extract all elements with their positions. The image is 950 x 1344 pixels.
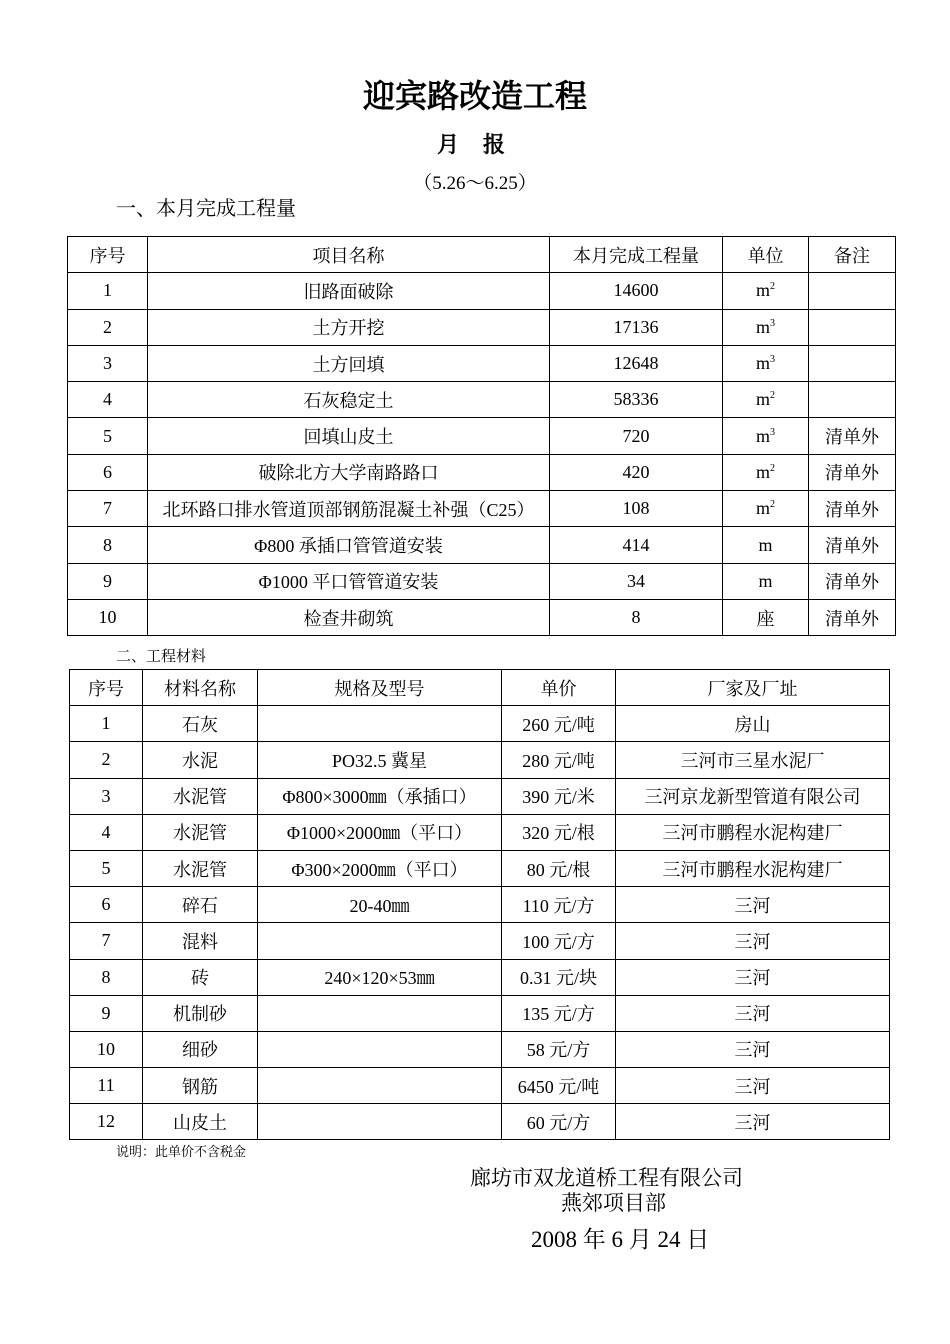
material-name: 碎石 <box>143 887 258 923</box>
item-unit <box>723 273 809 309</box>
item-note <box>809 382 896 418</box>
table-row <box>70 742 890 778</box>
material-name: 细砂 <box>143 1031 258 1067</box>
column-header: 规格及型号 <box>258 670 502 706</box>
row-number: 1 <box>70 706 143 742</box>
row-number: 9 <box>70 995 143 1031</box>
material-price: 60 元/方 <box>502 1104 616 1140</box>
material-spec <box>258 1031 502 1067</box>
unit-exponent: 2 <box>770 281 775 293</box>
row-number: 4 <box>68 382 148 418</box>
table-row <box>70 706 890 742</box>
row-number: 11 <box>70 1068 143 1104</box>
material-spec <box>258 706 502 742</box>
item-name: 北环路口排水管道顶部钢筋混凝土补强（C25） <box>148 491 550 527</box>
material-spec <box>258 1068 502 1104</box>
report-subtitle: 月 报 <box>437 133 513 158</box>
materials-table <box>69 669 890 1140</box>
row-number: 1 <box>68 273 148 309</box>
row-number: 7 <box>68 491 148 527</box>
item-unit <box>723 563 809 599</box>
material-maker: 三河 <box>616 1104 890 1140</box>
row-number: 10 <box>70 1031 143 1067</box>
table-row <box>70 1068 890 1104</box>
row-number: 6 <box>68 454 148 490</box>
column-header: 序号 <box>68 237 148 273</box>
material-price: 58 元/方 <box>502 1031 616 1067</box>
department-name: 燕郊项目部 <box>561 1191 666 1215</box>
unit-text: m <box>758 570 773 591</box>
material-spec <box>258 923 502 959</box>
material-name: 石灰 <box>143 706 258 742</box>
column-header: 序号 <box>70 670 143 706</box>
table-row <box>68 309 896 345</box>
unit-text: m <box>755 280 770 301</box>
row-number: 7 <box>70 923 143 959</box>
item-note: 清单外 <box>809 563 896 599</box>
item-unit <box>723 599 809 635</box>
row-number: 5 <box>70 850 143 886</box>
unit-exponent: 3 <box>770 317 775 329</box>
unit-exponent: 2 <box>770 499 775 511</box>
item-quantity: 17136 <box>550 309 723 345</box>
unit-text: m <box>755 389 770 410</box>
material-name: 水泥管 <box>143 850 258 886</box>
table-row <box>70 923 890 959</box>
material-maker: 三河 <box>616 959 890 995</box>
material-spec: Φ300×2000㎜（平口） <box>258 850 502 886</box>
material-name: 水泥管 <box>143 778 258 814</box>
material-price: 260 元/吨 <box>502 706 616 742</box>
material-price: 135 元/方 <box>502 995 616 1031</box>
material-price: 280 元/吨 <box>502 742 616 778</box>
material-name: 钢筋 <box>143 1068 258 1104</box>
unit-exponent: 3 <box>770 426 775 438</box>
table-row <box>70 1031 890 1067</box>
material-spec <box>258 995 502 1031</box>
material-price: 390 元/米 <box>502 778 616 814</box>
item-name: 回填山皮土 <box>148 418 550 454</box>
unit-text: m <box>755 425 770 446</box>
table-row <box>68 273 896 309</box>
row-number: 2 <box>68 309 148 345</box>
material-maker: 三河 <box>616 887 890 923</box>
item-quantity: 8 <box>550 599 723 635</box>
report-date: 2008 年 6 月 24 日 <box>531 1227 710 1252</box>
row-number: 3 <box>68 345 148 381</box>
section2-heading: 二、工程材料 <box>116 649 207 665</box>
item-note <box>809 273 896 309</box>
item-unit <box>723 491 809 527</box>
section1-heading: 一、本月完成工程量 <box>116 198 296 220</box>
item-quantity: 14600 <box>550 273 723 309</box>
material-price: 100 元/方 <box>502 923 616 959</box>
unit-text: m <box>758 534 773 555</box>
column-header: 本月完成工程量 <box>550 237 723 273</box>
row-number: 10 <box>68 599 148 635</box>
material-price: 6450 元/吨 <box>502 1068 616 1104</box>
item-unit <box>723 345 809 381</box>
unit-text: m <box>755 316 770 337</box>
unit-text: m <box>755 498 770 519</box>
item-name: 破除北方大学南路路口 <box>148 454 550 490</box>
material-maker: 三河 <box>616 1031 890 1067</box>
material-maker: 三河 <box>616 1068 890 1104</box>
table-row <box>68 599 896 635</box>
table-row <box>68 418 896 454</box>
item-note <box>809 309 896 345</box>
table-row <box>70 778 890 814</box>
unit-exponent: 3 <box>770 354 775 366</box>
table-row <box>68 563 896 599</box>
column-header: 厂家及厂址 <box>616 670 890 706</box>
material-maker: 三河 <box>616 995 890 1031</box>
material-price: 110 元/方 <box>502 887 616 923</box>
item-unit <box>723 309 809 345</box>
row-number: 5 <box>68 418 148 454</box>
material-spec: Φ800×3000㎜（承插口） <box>258 778 502 814</box>
table-row <box>70 887 890 923</box>
table-row <box>68 527 896 563</box>
report-period: （5.26～6.25） <box>413 173 537 194</box>
item-name: 检查井砌筑 <box>148 599 550 635</box>
material-maker: 三河 <box>616 923 890 959</box>
material-spec: 20-40㎜ <box>258 887 502 923</box>
table-header-row <box>68 237 896 273</box>
row-number: 6 <box>70 887 143 923</box>
material-spec: Φ1000×2000㎜（平口） <box>258 814 502 850</box>
unit-exponent: 2 <box>770 462 775 474</box>
row-number: 3 <box>70 778 143 814</box>
item-note: 清单外 <box>809 599 896 635</box>
item-unit <box>723 418 809 454</box>
table-row <box>68 382 896 418</box>
row-number: 4 <box>70 814 143 850</box>
column-header: 单位 <box>723 237 809 273</box>
material-maker: 三河京龙新型管道有限公司 <box>616 778 890 814</box>
row-number: 2 <box>70 742 143 778</box>
item-note: 清单外 <box>809 527 896 563</box>
item-note <box>809 345 896 381</box>
item-name: 旧路面破除 <box>148 273 550 309</box>
column-header: 材料名称 <box>143 670 258 706</box>
item-name: Φ1000 平口管管道安装 <box>148 563 550 599</box>
column-header: 项目名称 <box>148 237 550 273</box>
item-unit <box>723 382 809 418</box>
unit-text: m <box>755 461 770 482</box>
row-number: 12 <box>70 1104 143 1140</box>
table-row <box>68 491 896 527</box>
table-row <box>70 959 890 995</box>
item-name: 土方开挖 <box>148 309 550 345</box>
item-quantity: 720 <box>550 418 723 454</box>
row-number: 8 <box>68 527 148 563</box>
material-spec: PO32.5 冀星 <box>258 742 502 778</box>
item-note: 清单外 <box>809 454 896 490</box>
item-unit <box>723 454 809 490</box>
table-row <box>70 1104 890 1140</box>
table-row <box>70 814 890 850</box>
material-spec <box>258 1104 502 1140</box>
unit-text: m <box>755 353 770 374</box>
item-name: Φ800 承插口管管道安装 <box>148 527 550 563</box>
item-quantity: 58336 <box>550 382 723 418</box>
work-quantity-table <box>67 236 896 636</box>
column-header: 单价 <box>502 670 616 706</box>
material-name: 山皮土 <box>143 1104 258 1140</box>
column-header: 备注 <box>809 237 896 273</box>
material-maker: 三河市鹏程水泥构建厂 <box>616 814 890 850</box>
material-price: 80 元/根 <box>502 850 616 886</box>
row-number: 8 <box>70 959 143 995</box>
price-note: 说明：此单价不含税金 <box>116 1144 247 1159</box>
material-maker: 三河市鹏程水泥构建厂 <box>616 850 890 886</box>
unit-exponent: 2 <box>770 390 775 402</box>
page-title: 迎宾路改造工程 <box>362 77 587 115</box>
row-number: 9 <box>68 563 148 599</box>
table-row <box>68 454 896 490</box>
table-row <box>70 850 890 886</box>
table-header-row <box>70 670 890 706</box>
material-name: 混料 <box>143 923 258 959</box>
material-name: 机制砂 <box>143 995 258 1031</box>
item-note: 清单外 <box>809 418 896 454</box>
item-quantity: 108 <box>550 491 723 527</box>
material-maker: 三河市三星水泥厂 <box>616 742 890 778</box>
item-unit <box>723 527 809 563</box>
company-name: 廊坊市双龙道桥工程有限公司 <box>470 1166 743 1190</box>
table-row <box>70 995 890 1031</box>
material-spec: 240×120×53㎜ <box>258 959 502 995</box>
material-name: 水泥 <box>143 742 258 778</box>
item-name: 石灰稳定土 <box>148 382 550 418</box>
item-quantity: 34 <box>550 563 723 599</box>
material-price: 0.31 元/块 <box>502 959 616 995</box>
item-note: 清单外 <box>809 491 896 527</box>
item-quantity: 420 <box>550 454 723 490</box>
material-maker: 房山 <box>616 706 890 742</box>
material-price: 320 元/根 <box>502 814 616 850</box>
unit-text: 座 <box>756 608 775 629</box>
material-name: 砖 <box>143 959 258 995</box>
table-row <box>68 345 896 381</box>
item-name: 土方回填 <box>148 345 550 381</box>
item-quantity: 12648 <box>550 345 723 381</box>
material-name: 水泥管 <box>143 814 258 850</box>
item-quantity: 414 <box>550 527 723 563</box>
